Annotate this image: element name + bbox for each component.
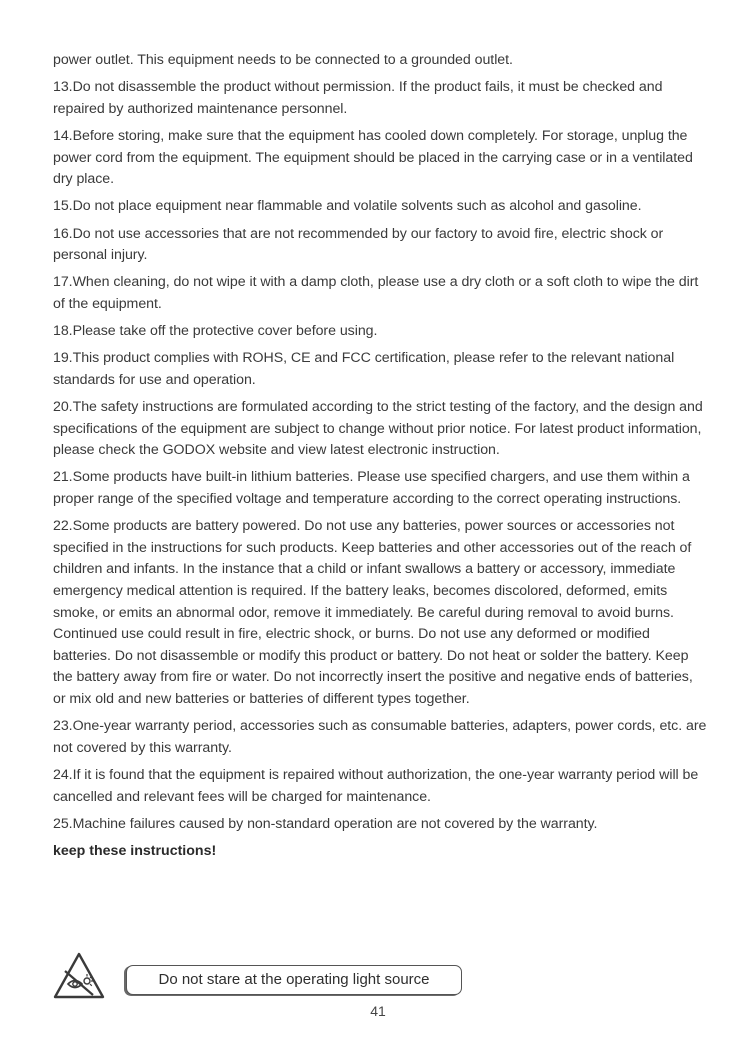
list-item: 25.Machine failures caused by non-standard operation are not covered by the warranty. [53,815,598,832]
no-stare-at-light-icon [53,951,105,1001]
list-item: 16.Do not use accessories that are not recommended by our factory to avoid fire, electric shock or personal injury. [53,225,664,264]
list-item: 20.The safety instructions are formulated according to the strict testing of the factory, and the design and specifications of the equipment are subject to change without prior notice. For latest product information, please check the GODOX website and view latest electronic instruction. [53,399,703,459]
list-item: 13.Do not disassemble the product without permission. If the product fails, it must be checked and repaired by authorized maintenance personnel. [53,79,663,117]
list-item: 18.Please take off the protective cover before using. [53,323,378,340]
list-item: 17.When cleaning, do not wipe it with a damp cloth, please use a dry cloth or a soft cloth to wipe the dirt of the equipment. [53,274,699,312]
list-item: 15.Do not place equipment near flammable and volatile solvents such as alcohol and gasoline. [53,198,642,215]
list-item: 14.Before storing, make sure that the equipment has cooled down completely. For storage, unplug the power cord from the equipment. The equipment should be placed in the carrying case or in a ventilated dry place. [53,127,693,188]
list-item: 22.Some products are battery powered. Do not use any batteries, power sources or accessories not specified in the instructions for such products. Keep batteries and other accessories out of the reach of children and infants. In the instance that a child or infant swallows a battery or accessory, immediate emergency medical attention is required. If the battery leaks, becomes discolored, deformed, emits smoke, or emits an abnormal odor, remove it immediately. Be careful during removal to avoid burns. Continued use could result in fire, electric shock, or burns. Do not use any deformed or modified batteries. Do not disassemble or modify this product or battery. Do not heat or solder the battery. Keep the battery away from fire or water. Do not incorrectly insert the positive and negative ends of batteries, or mix old and new batteries or batteries of different types together. [53,518,693,707]
warning-label: Do not stare at the operating light source [126,965,462,995]
list-item: 23.One-year warranty period, accessories such as consumable batteries, adapters, power cords, etc. are not covered by this warranty. [53,718,707,756]
instructions-list [53,50,707,863]
page-number: 41 [370,1003,386,1019]
warning-row [53,951,473,1001]
list-item: power outlet. This equipment needs to be connected to a grounded outlet. [53,52,513,68]
keep-instructions-note: keep these instructions! [53,842,217,859]
list-item: 21.Some products have built-in lithium batteries. Please use specified chargers, and use them within a proper range of the specified voltage and temperature according to the correct operating instructions. [53,469,690,508]
list-item: 24.If it is found that the equipment is repaired without authorization, the one-year warranty period will be cancelled and relevant fees will be charged for maintenance. [53,766,699,805]
list-item: 19.This product complies with ROHS, CE and FCC certification, please refer to the relevant national standards for use and operation. [53,350,675,388]
